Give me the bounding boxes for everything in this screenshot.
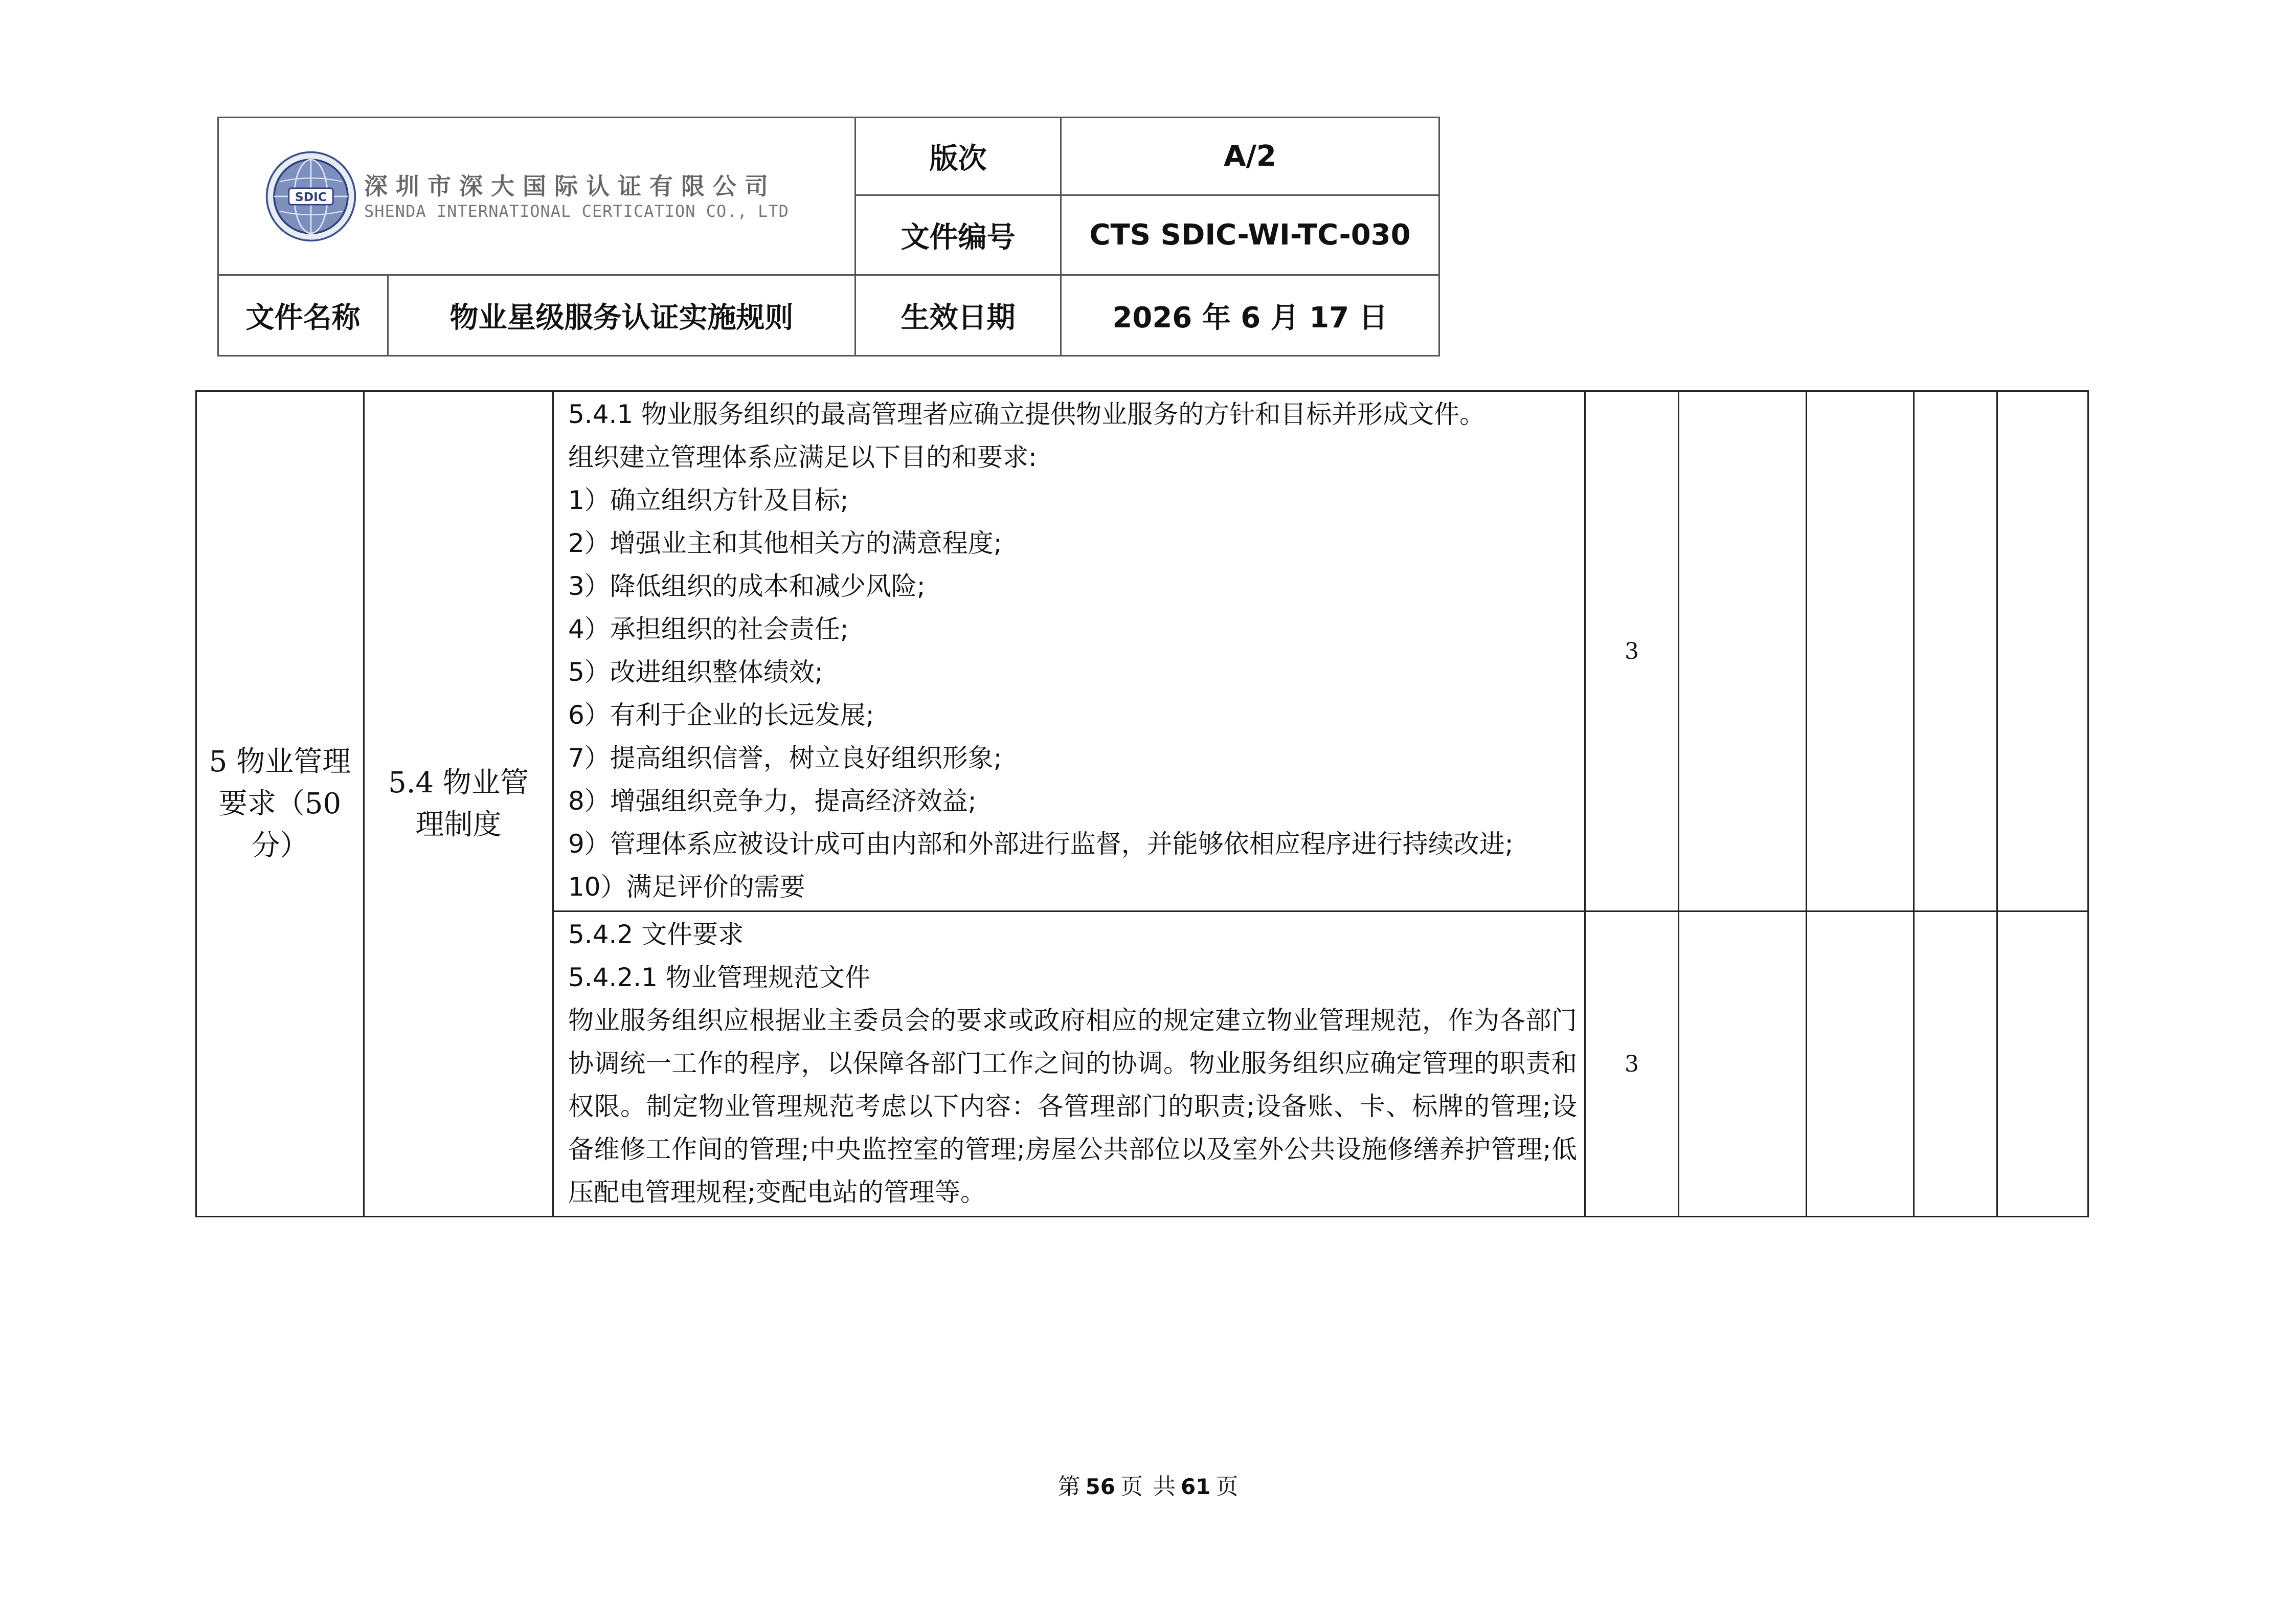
content-paragraph: 物业服务组织应根据业主委员会的要求或政府相应的规定建立物业管理规范，作为各部门协调统一工作的程序，以保障各部门工作之间的协调。物业服务组织应确定管理的职责和权限。制定物业管理规范考虑以下内容：各管理部门的职责;设备账、卡、标牌的管理;设备维修工作间的管理;中央监控室的管理;房屋公共部位以及室外公共设施修缮养护管理;低压配电管理规程;变配电站的管理等。 <box>568 1006 1577 1207</box>
content-line: 5.4.2.1 物业管理规范文件 <box>568 963 870 992</box>
document-number-value: CTS SDIC-WI-TC-030 <box>1061 195 1439 275</box>
version-label: 版次 <box>856 118 1061 195</box>
empty-cell <box>1807 391 1914 911</box>
content-line: 9）管理体系应被设计成可由内部和外部进行监督，并能够依相应程序进行持续改进; <box>568 829 1514 859</box>
company-name-cn: 深圳市深大国际认证有限公司 <box>364 172 776 200</box>
company-name-en: SHENDA INTERNATIONAL CERTICATION CO., LTD <box>364 201 789 221</box>
current-page-number: 56 <box>1085 1474 1115 1499</box>
document-name-value: 物业星级服务认证实施规则 <box>388 275 856 356</box>
total-page-count: 61 <box>1181 1474 1211 1499</box>
score-cell: 3 <box>1585 391 1679 911</box>
content-line: 6）有利于企业的长远发展; <box>568 700 874 730</box>
content-line: 1）确立组织方针及目标; <box>568 485 849 515</box>
empty-cell <box>1997 911 2088 1217</box>
category-cell: 5 物业管理要求（50 分） <box>196 391 364 1217</box>
company-logo-cell <box>218 118 856 275</box>
effective-date-value: 2026 年 6 月 17 日 <box>1061 275 1439 356</box>
content-line: 3）降低组织的成本和减少风险; <box>568 571 926 601</box>
empty-cell <box>1679 911 1807 1217</box>
empty-cell <box>1914 911 1997 1217</box>
document-header-table <box>217 117 1440 357</box>
clause-5-4-1-content <box>553 391 1585 911</box>
content-line: 7）提高组织信誉，树立良好组织形象; <box>568 743 1002 773</box>
svg-text:SDIC: SDIC <box>295 189 327 204</box>
content-line: 组织建立管理体系应满足以下目的和要求: <box>568 442 1037 472</box>
content-line: 5）改进组织整体绩效; <box>568 657 823 687</box>
document-name-label: 文件名称 <box>218 275 388 356</box>
empty-cell <box>1997 391 2088 911</box>
globe-seal-icon <box>265 150 357 242</box>
effective-date-label: 生效日期 <box>856 275 1061 356</box>
page-number-footer: 第 56 页 共 61 页 <box>1057 1474 1239 1500</box>
content-line: 5.4.2 文件要求 <box>568 920 744 949</box>
document-number-label: 文件编号 <box>856 195 1061 275</box>
clause-5-4-2-content <box>553 911 1585 1217</box>
table-row <box>196 391 2088 911</box>
score-cell: 3 <box>1585 911 1679 1217</box>
content-line: 8）增强组织竞争力，提高经济效益; <box>568 786 977 816</box>
content-line: 4）承担组织的社会责任; <box>568 614 849 644</box>
content-line: 2）增强业主和其他相关方的满意程度; <box>568 528 1002 558</box>
version-value: A/2 <box>1061 118 1439 195</box>
empty-cell <box>1807 911 1914 1217</box>
subcategory-cell: 5.4 物业管理制度 <box>364 391 553 1217</box>
content-line: 10）满足评价的需要 <box>568 872 805 902</box>
empty-cell <box>1914 391 1997 911</box>
evaluation-table <box>195 390 2089 1217</box>
empty-cell <box>1679 391 1807 911</box>
content-line: 5.4.1 物业服务组织的最高管理者应确立提供物业服务的方针和目标并形成文件。 <box>568 399 1485 429</box>
company-logo <box>219 150 854 242</box>
